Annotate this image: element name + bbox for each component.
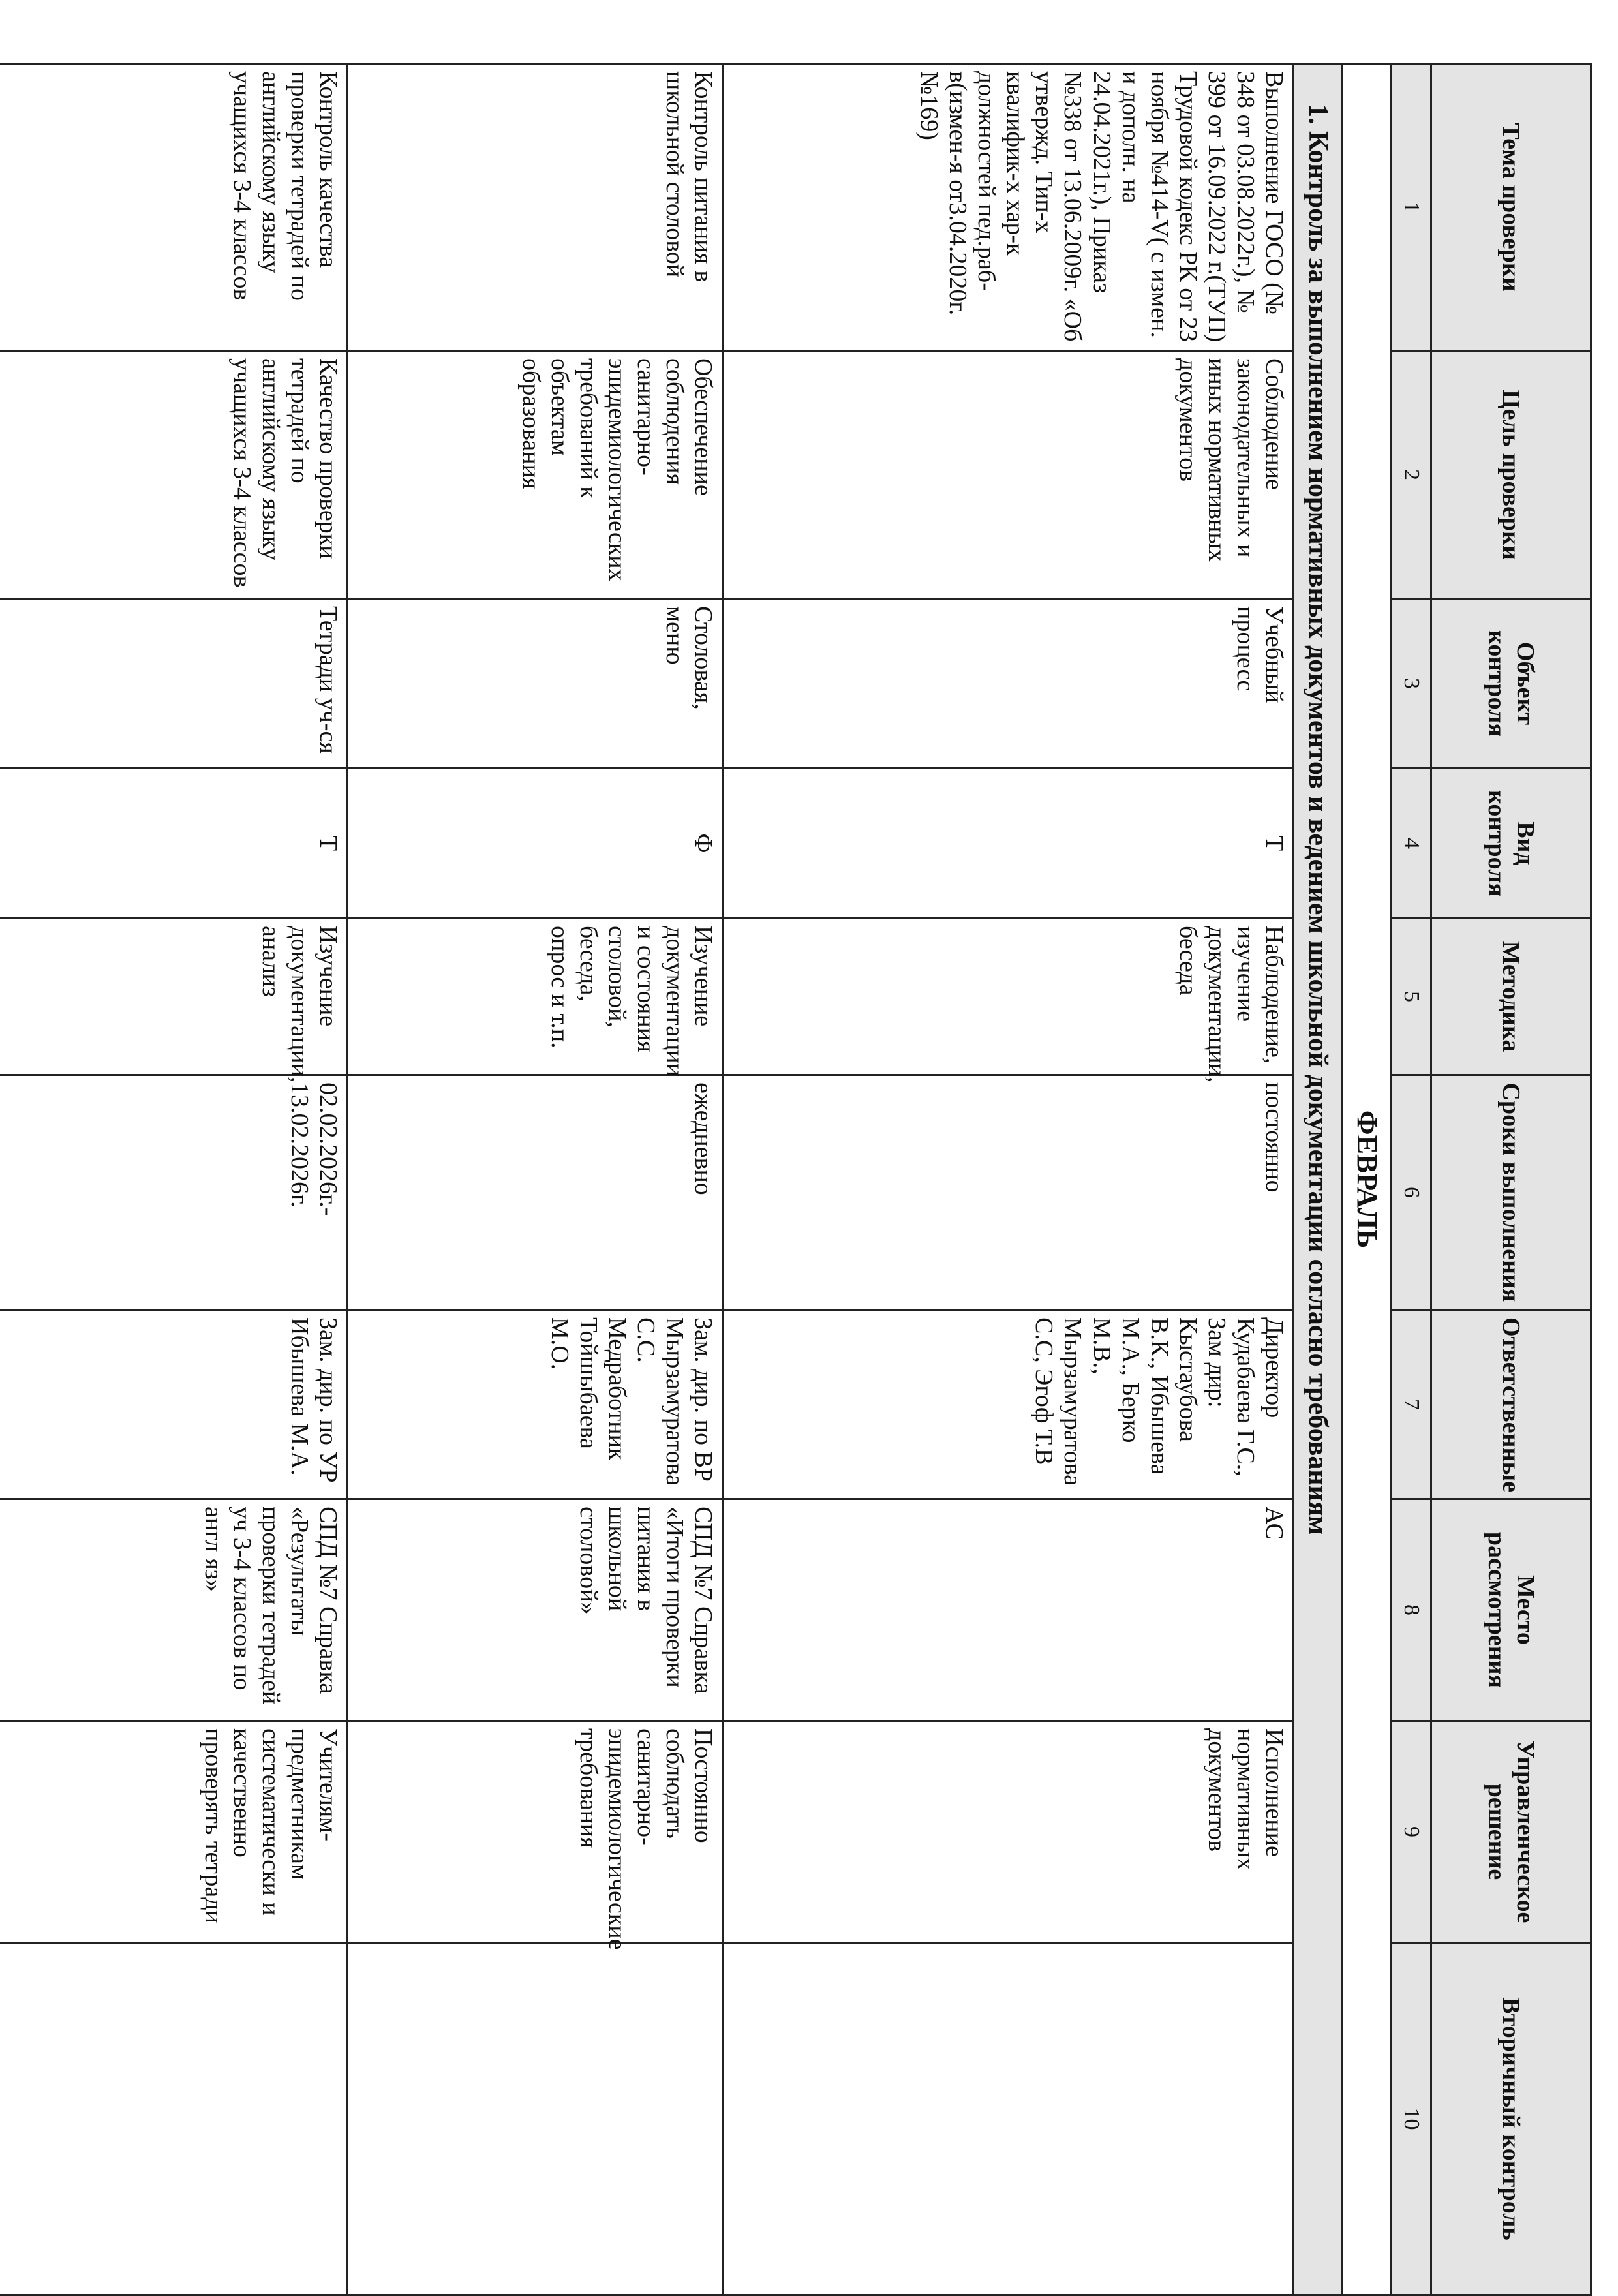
header-object: Объект контроля <box>1431 599 1591 769</box>
cell-method: Наблюдение, изучение документации, беседа <box>723 919 1294 1075</box>
header-deadline: Сроки выполнения <box>1431 1075 1591 1310</box>
section-title: 1. Контроль за выполнением нормативных документов и ведением школьной документации согласно требованиям <box>1294 64 1343 2295</box>
header-decision: Управленческое решение <box>1431 1721 1591 1943</box>
cell-method: Изучение документации, анализ <box>0 919 348 1075</box>
header-topic: Тема проверки <box>1431 64 1591 351</box>
cell-type: Т <box>723 769 1294 919</box>
cell-decision: Исполнение нормативных документов <box>723 1721 1294 1943</box>
cell-deadline: 02.02.2026г.- 13.02.2026г. <box>0 1075 348 1310</box>
column-number: 4 <box>1392 769 1431 919</box>
cell-secondary <box>348 1943 723 2295</box>
cell-topic: Контроль питания в школьной столовой <box>348 64 723 351</box>
table-row <box>723 64 1294 2295</box>
column-number: 8 <box>1392 1499 1431 1721</box>
table-row <box>348 64 723 2295</box>
cell-secondary <box>0 1943 348 2295</box>
column-number-row <box>1392 64 1431 2295</box>
column-number: 6 <box>1392 1075 1431 1310</box>
cell-goal: Качество проверки тетрадей по английскому языку учащихся 3-4 классов <box>0 351 348 599</box>
cell-deadline: постоянно <box>723 1075 1294 1310</box>
cell-deadline: ежедневно <box>348 1075 723 1310</box>
cell-place: СПД №7 Справка «Результаты проверки тетрадей уч 3-4 классов по англ яз» <box>0 1499 348 1721</box>
cell-goal: Соблюдение законодательных и иных нормативных документов <box>723 351 1294 599</box>
cell-type: Ф <box>348 769 723 919</box>
cell-decision: Постоянно соблюдать санитарно-эпидемиологические требования <box>348 1721 723 1943</box>
table-row <box>0 64 348 2295</box>
cell-object: Столовая, меню <box>348 599 723 769</box>
month-row <box>1343 64 1392 2295</box>
column-number: 3 <box>1392 599 1431 769</box>
cell-topic: Выполнение ГОСО (№ 348 от 03.08.2022г.), № 399 от 16.09.2022 г.(ТУП) Трудовой кодекс РК от 23 ноября №414-V( с измен. и дополн. на 24.04.2021г.), Приказ №338 от 13.06.2009г. «Об утвержд. Тип-х квалифик-х хар-к должностей пед.раб-в(измен-я от3.04.2020г.№169) <box>723 64 1294 351</box>
column-number: 5 <box>1392 919 1431 1075</box>
section-row <box>1294 64 1343 2295</box>
cell-type: Т <box>0 769 348 919</box>
cell-goal: Обеспечение соблюдения санитарно-эпидемиологических требований к объектам образования <box>348 351 723 599</box>
column-number: 2 <box>1392 351 1431 599</box>
rotated-page <box>91 63 1592 2281</box>
cell-responsible: Директор Кудабаева Г.С., Зам дир: Кыстаубова В.К., Ибышева М.А., Берко М.В., Мырзамуратова С.С, Эгоф Т.В <box>723 1310 1294 1499</box>
cell-responsible: Зам. дир. по УР Ибышева М.А. <box>0 1310 348 1499</box>
column-number: 9 <box>1392 1721 1431 1943</box>
cell-place: АС <box>723 1499 1294 1721</box>
cell-secondary <box>723 1943 1294 2295</box>
header-responsible: Ответственные <box>1431 1310 1591 1499</box>
cell-method: Изучение документации и состояния столовой, беседа, опрос и т.п. <box>348 919 723 1075</box>
cell-decision: Учителям-предметникам систематически и качественно проверять тетради <box>0 1721 348 1943</box>
cell-responsible: Зам. дир. по ВР Мырзамуратова С.С. Медработник Тойшыбаева М.О. <box>348 1310 723 1499</box>
cell-object: Учебный процесс <box>723 599 1294 769</box>
header-method: Методика <box>1431 919 1591 1075</box>
header-type: Вид контроля <box>1431 769 1591 919</box>
column-number: 7 <box>1392 1310 1431 1499</box>
header-place: Место рассмотрения <box>1431 1499 1591 1721</box>
cell-place: СПД №7 Справка «Итоги проверки питания в школьной столовой» <box>348 1499 723 1721</box>
header-goal: Цель проверки <box>1431 351 1591 599</box>
cell-object: Тетради уч-ся <box>0 599 348 769</box>
cell-topic: Контроль качества проверки тетрадей по английскому языку учащихся 3-4 классов <box>0 64 348 351</box>
header-row <box>1431 64 1591 2295</box>
control-plan-table <box>0 63 1592 2296</box>
column-number: 1 <box>1392 64 1431 351</box>
month-title: ФЕВРАЛЬ <box>1343 64 1392 2295</box>
column-number: 10 <box>1392 1943 1431 2295</box>
header-secondary: Вторичный контроль <box>1431 1943 1591 2295</box>
